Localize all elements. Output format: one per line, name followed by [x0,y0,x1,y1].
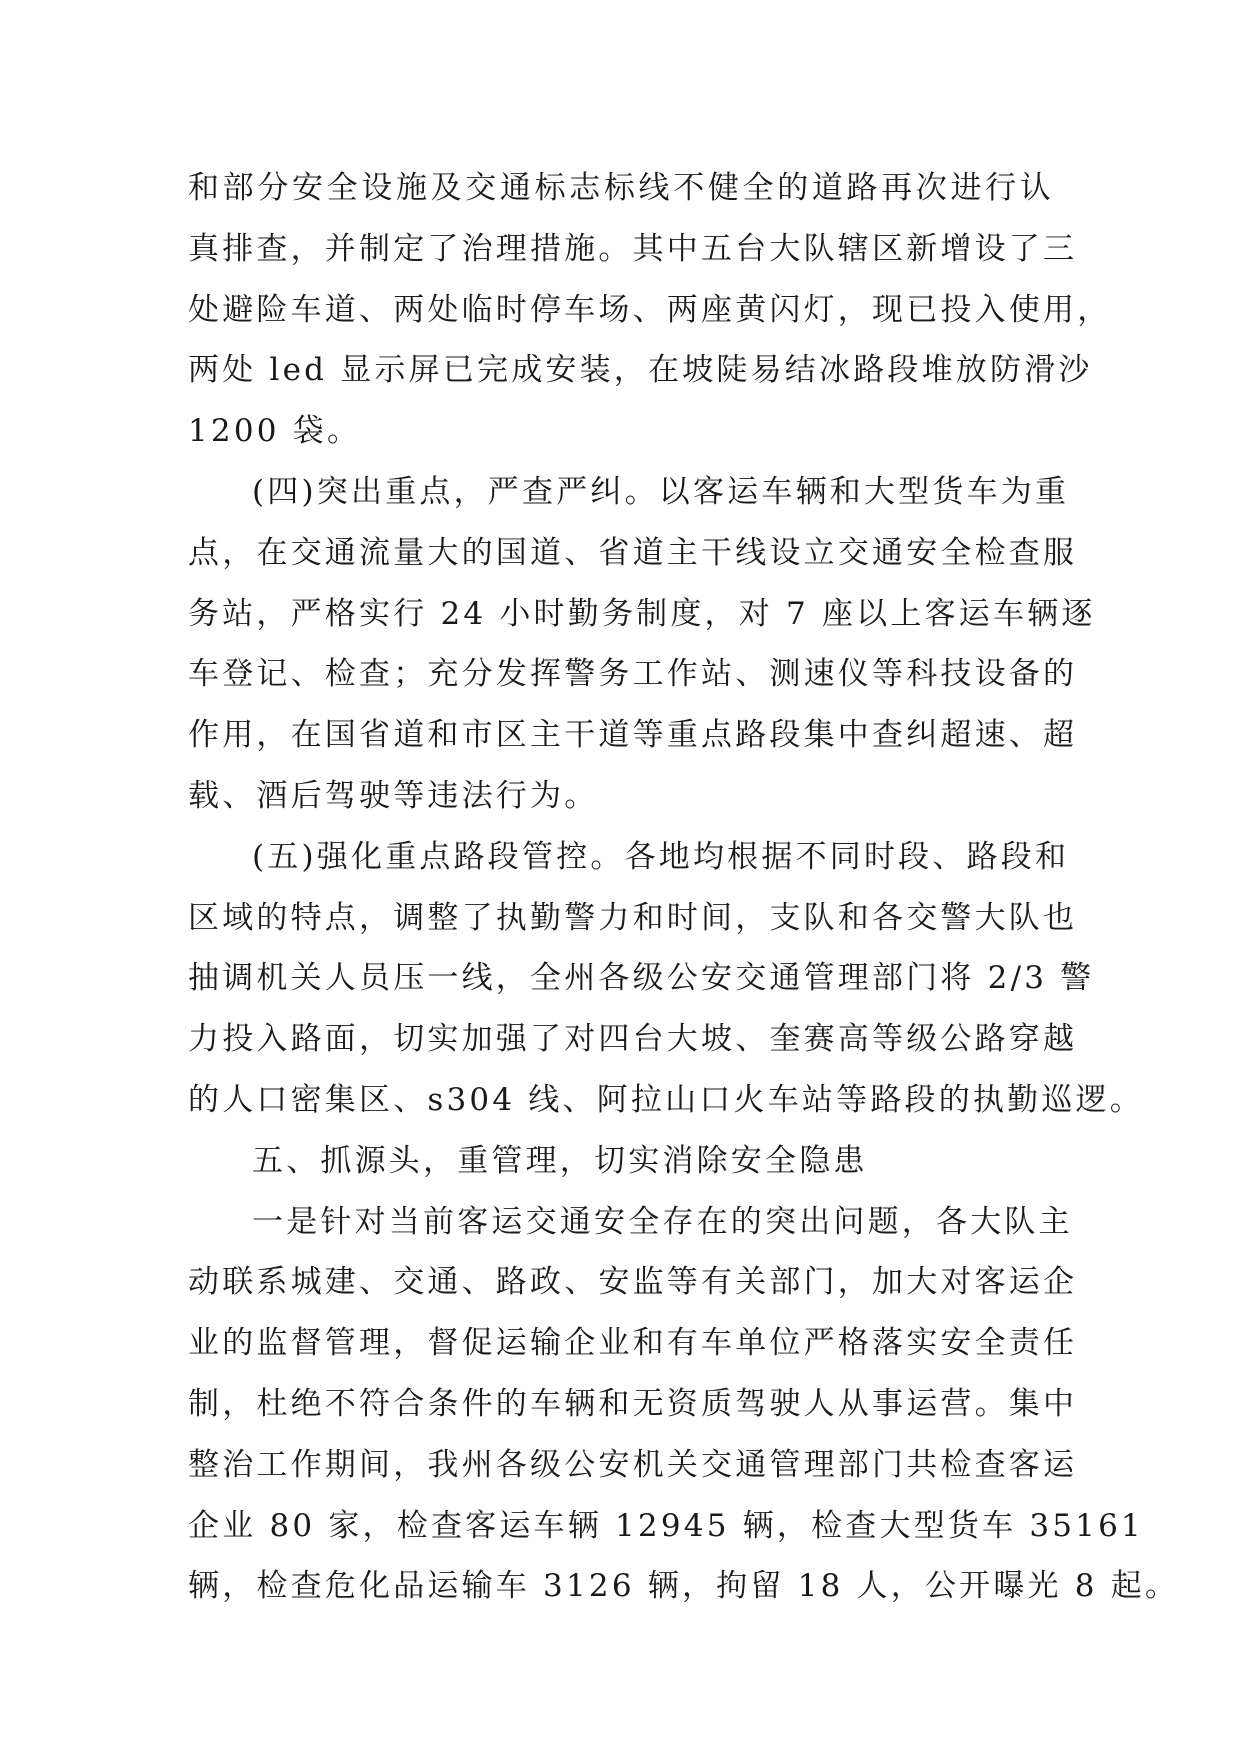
text-line: 一是针对当前客运交通安全存在的突出问题，各大队主 [252,1203,1073,1240]
text-line: 企业 80 家，检查客运车辆 12945 辆，检查大型货车 35161 [188,1507,1144,1544]
text-line: 动联系城建、交通、路政、安监等有关部门，加大对客运企 [188,1264,1078,1301]
text-line: 业的监督管理，督促运输企业和有车单位严格落实安全责任 [188,1325,1078,1362]
text-line: 力投入路面，切实加强了对四台大坡、奎赛高等级公路穿越 [188,1021,1078,1058]
text-line: 抽调机关人员压一线，全州各级公安交通管理部门将 2/3 警 [188,960,1095,997]
text-line: 的人口密集区、s304 线、阿拉山口火车站等路段的执勤巡逻。 [188,1081,1144,1118]
text-line: 作用，在国省道和市区主干道等重点路段集中查纠超速、超 [188,717,1078,754]
text-line: (五)强化重点路段管控。各地均根据不同时段、路段和 [252,838,1070,875]
text-line: 车登记、检查；充分发挥警务工作站、测速仪等科技设备的 [188,656,1078,693]
text-line: 点，在交通流量大的国道、省道主干线设立交通安全检查服 [188,534,1078,571]
text-line: 区域的特点，调整了执勤警力和时间，支队和各交警大队也 [188,899,1078,936]
text-line: (四)突出重点，严查严纠。以客运车辆和大型货车为重 [252,473,1070,510]
text-line: 辆，检查危化品运输车 3126 辆，拘留 18 人，公开曝光 8 起。 [188,1568,1180,1605]
text-line: 1200 袋。 [188,413,362,450]
text-line: 整治工作期间，我州各级公安机关交通管理部门共检查客运 [188,1446,1078,1483]
text-line: 处避险车道、两处临时停车场、两座黄闪灯，现已投入使用， [188,291,1112,328]
text-line: 两处 led 显示屏已完成安装，在坡陡易结冰路段堆放防滑沙 [188,352,1093,389]
text-line: 制，杜绝不符合条件的车辆和无资质驾驶人从事运营。集中 [188,1385,1078,1422]
body-text [188,158,1180,1617]
text-line: 真排查，并制定了治理措施。其中五台大队辖区新增设了三 [188,230,1078,267]
text-line: 五、抓源头，重管理，切实消除安全隐患 [252,1142,868,1179]
text-line: 和部分安全设施及交通标志标线不健全的道路再次进行认 [188,170,1054,206]
text-line: 务站，严格实行 24 小时勤务制度，对 7 座以上客运车辆逐 [188,595,1096,632]
text-line: 载、酒后驾驶等违法行为。 [188,777,599,814]
